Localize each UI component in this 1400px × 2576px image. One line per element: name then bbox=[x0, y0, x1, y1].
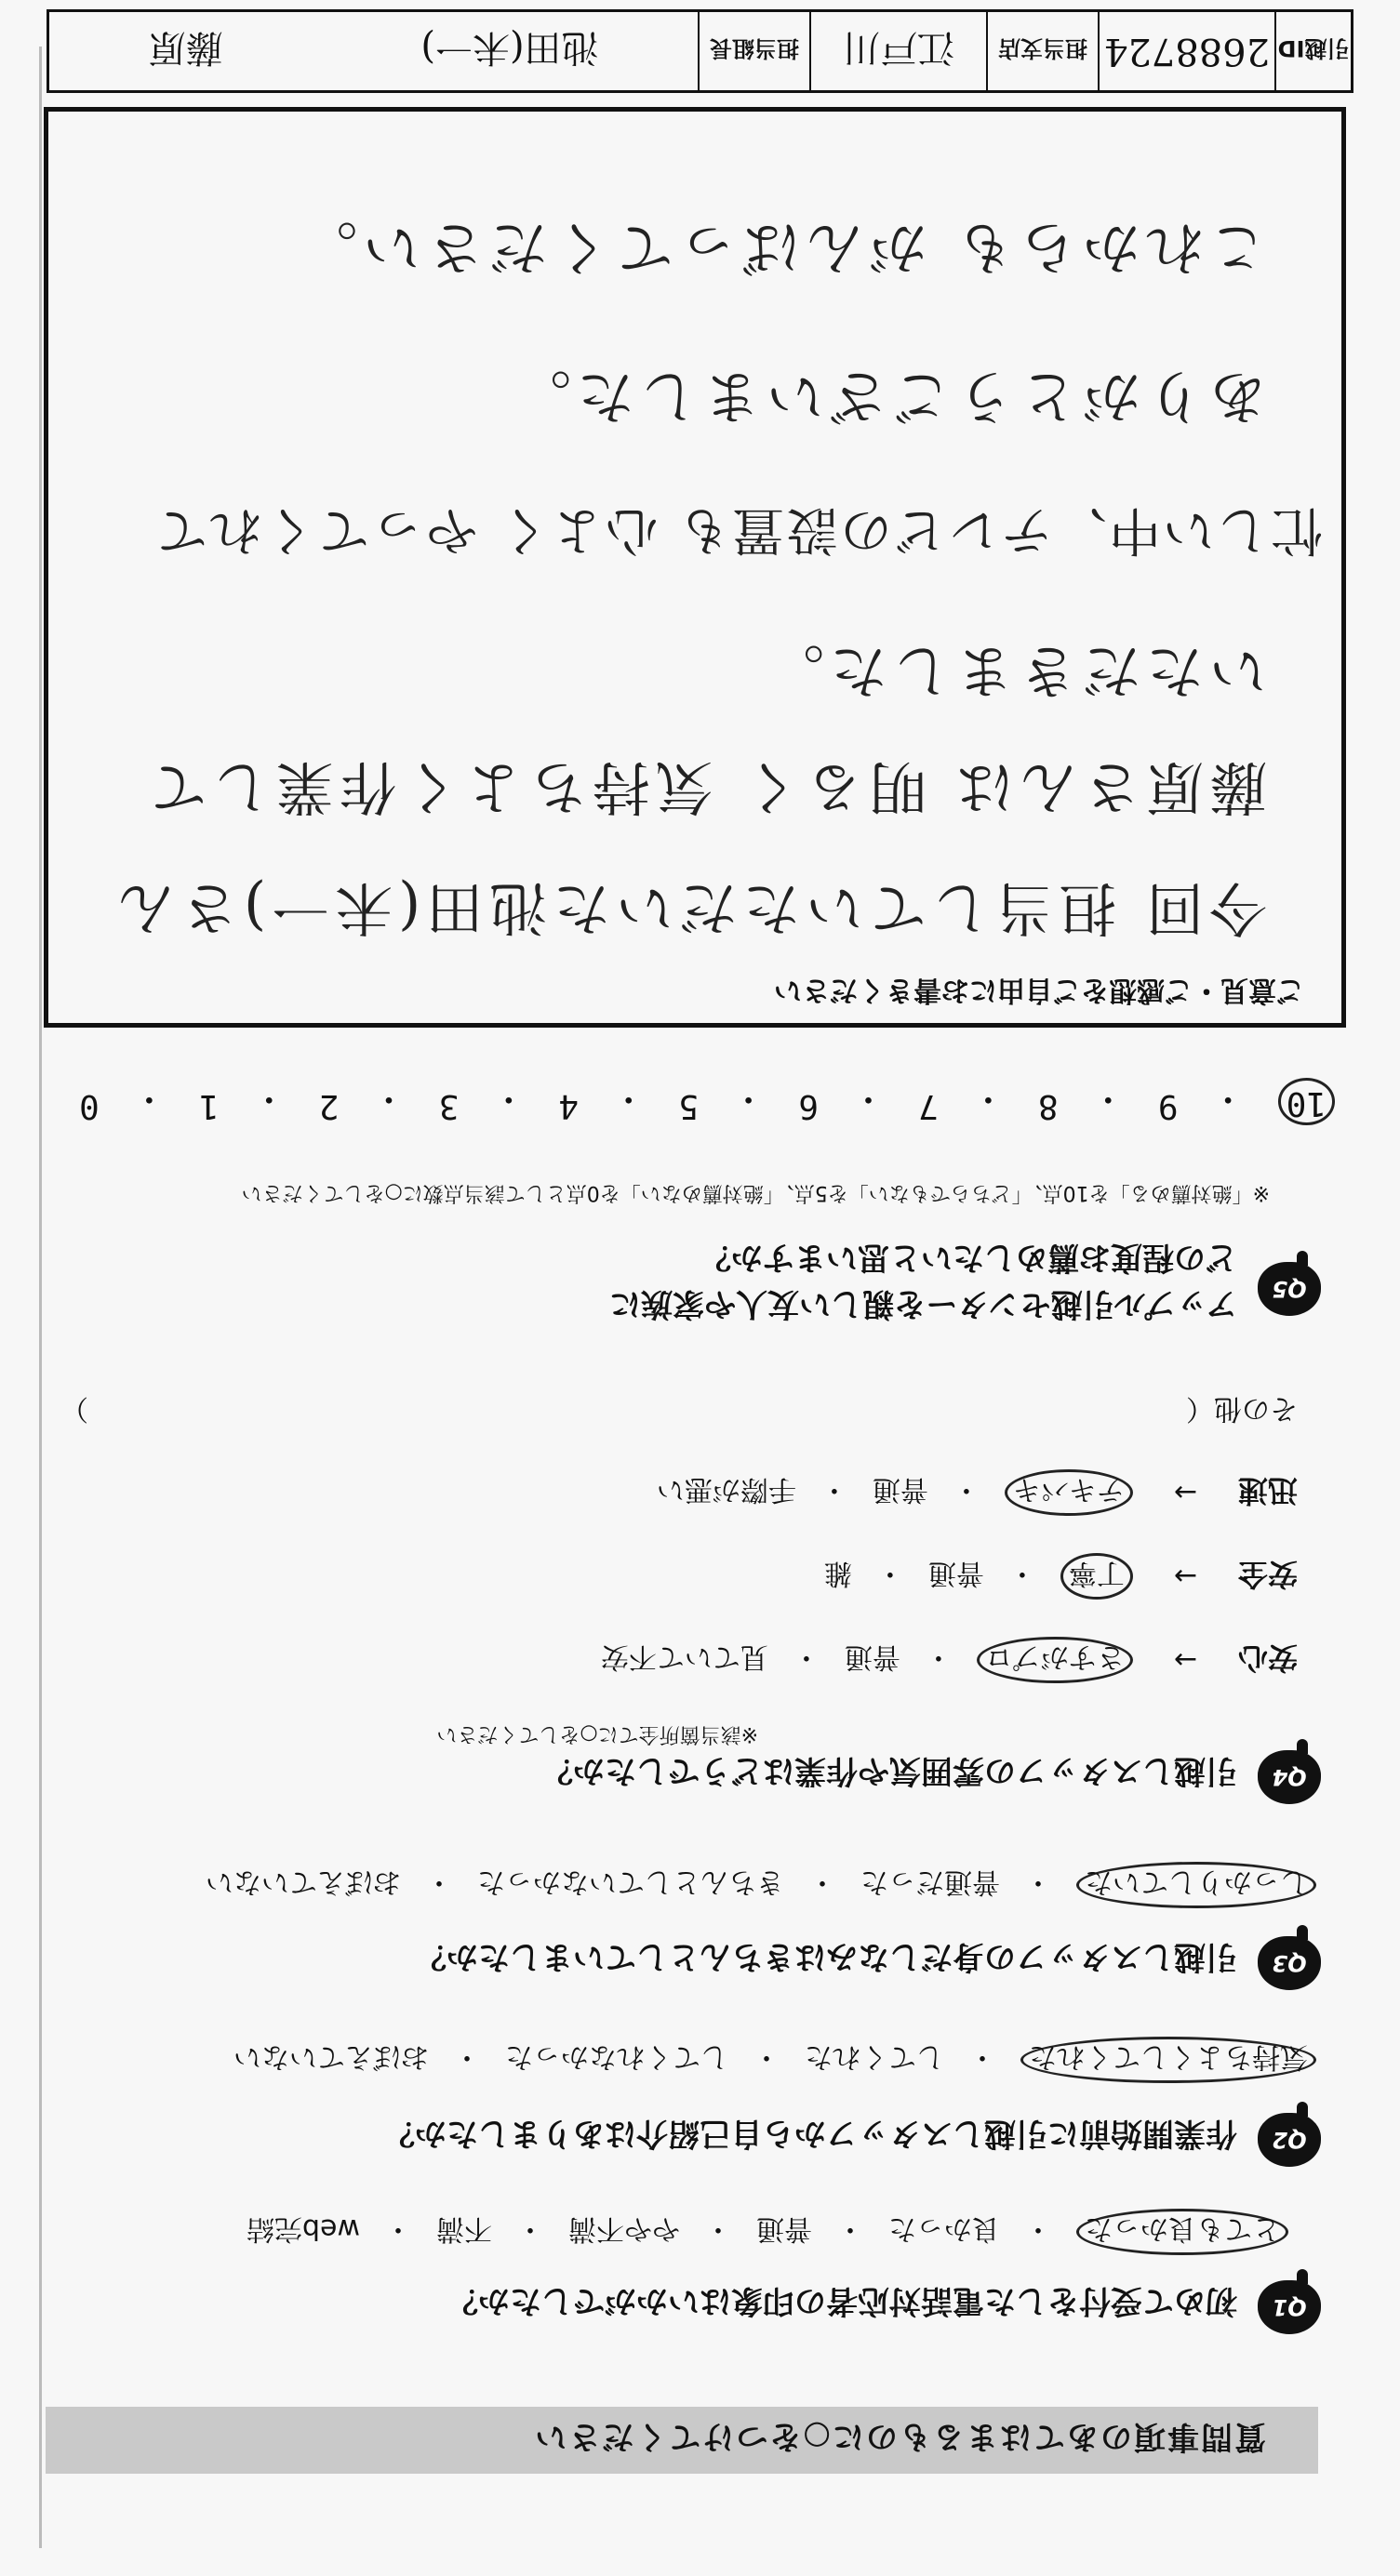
q2-option-1[interactable]: してくれた bbox=[805, 2040, 944, 2073]
comment-line-3: いただきました。 bbox=[760, 637, 1267, 705]
score-1[interactable]: 1 bbox=[198, 1087, 220, 1125]
score-5[interactable]: 5 bbox=[678, 1087, 700, 1125]
q1-question: 初めて受付をした電話対応者の印象はいかがでしたか？ bbox=[447, 2282, 1237, 2319]
q2-options: 気持ちよくしてくれた ・ してくれた ・ してくれなかった ・ おぼえていない bbox=[233, 2037, 1316, 2083]
id-value-cell: 2688724 bbox=[1100, 12, 1276, 90]
branch-label-cell: 担当支店 bbox=[988, 12, 1100, 90]
q3-question: 引越しスタッフの身だしなみはきちんとしていましたか？ bbox=[415, 1938, 1237, 1975]
score-8[interactable]: 8 bbox=[1037, 1087, 1059, 1125]
arrow-icon: → bbox=[1173, 1476, 1197, 1509]
comment-line-6: これからも がんばってください。 bbox=[294, 214, 1267, 282]
q1-option-5[interactable]: web完結 bbox=[246, 2212, 360, 2245]
q5-score-scale: 10 ・ 9 ・ 8 ・ 7 ・ 6 ・ 5 ・ 4 ・ 3 ・ 2 ・ 1 ・ 0 bbox=[79, 1078, 1335, 1125]
q3-option-0[interactable]: しっかりしていた bbox=[1076, 1862, 1316, 1908]
q4-other-row bbox=[60, 1391, 1298, 1432]
q3-option-3[interactable]: おぼえていない bbox=[206, 1866, 401, 1898]
scan-edge-rule bbox=[39, 46, 42, 2548]
q4-anzen-option-2[interactable]: 雑 bbox=[823, 1557, 852, 1589]
score-2[interactable]: 2 bbox=[318, 1087, 340, 1125]
comment-heading: ご意見・ご感想をご自由にお書きください bbox=[774, 974, 1304, 1006]
id-table bbox=[47, 9, 1353, 93]
q1-option-4[interactable]: 不満 bbox=[436, 2212, 492, 2245]
score-10[interactable]: 10 bbox=[1278, 1078, 1335, 1125]
arrow-icon: → bbox=[1173, 1643, 1197, 1677]
q4-other-close: ） bbox=[60, 1392, 88, 1425]
score-3[interactable]: 3 bbox=[438, 1087, 460, 1125]
q4-jinsoku-option-2[interactable]: 手際が悪い bbox=[656, 1473, 796, 1506]
q4-badge: Q4 bbox=[1258, 1750, 1321, 1804]
q4-anshin-option-0[interactable]: さすがプロ bbox=[977, 1637, 1133, 1683]
q2-option-2[interactable]: してくれなかった bbox=[505, 2040, 728, 2073]
q1-option-2[interactable]: 普通 bbox=[756, 2212, 812, 2245]
comment-box[interactable] bbox=[44, 107, 1346, 1028]
q4-question: 引越しスタッフの雰囲気や作業はどうでしたか？ bbox=[541, 1752, 1237, 1789]
score-7[interactable]: 7 bbox=[918, 1087, 939, 1125]
score-4[interactable]: 4 bbox=[558, 1087, 580, 1125]
q4-row-anshin: 安心 → さすがプロ ・ 普通 ・ 見ていて不安 bbox=[601, 1637, 1298, 1683]
q4-anzen-option-0[interactable]: 丁寧 bbox=[1060, 1553, 1133, 1600]
comment-line-4: 忙しい中、テレビの設置も 心よく やってくれて bbox=[153, 499, 1323, 560]
instruction-banner-text: 質問事項のあてはまるものに○をつけてください bbox=[533, 2418, 1266, 2456]
q5-question-line2: どの程度お薦めしたいと思いますか？ bbox=[700, 1239, 1237, 1276]
score-6[interactable]: 6 bbox=[798, 1087, 819, 1125]
q5-question-line1: アップル引越センターを親しい友人や家族に bbox=[609, 1285, 1237, 1322]
q4-other-label: その他（ bbox=[1186, 1392, 1298, 1425]
staff-label-cell: 担当組長 bbox=[700, 12, 811, 90]
score-9[interactable]: 9 bbox=[1157, 1087, 1179, 1125]
q1-option-3[interactable]: やや不満 bbox=[568, 2212, 680, 2245]
q3-badge: Q3 bbox=[1258, 1936, 1321, 1990]
q1-option-1[interactable]: 良かった bbox=[888, 2212, 1000, 2245]
q4-row-anshin-label: 安心 bbox=[1237, 1640, 1298, 1676]
staff-value-cell: 池田(未一) 藤原 bbox=[49, 12, 700, 90]
q2-option-0[interactable]: 気持ちよくしてくれた bbox=[1020, 2037, 1316, 2083]
q3-options: しっかりしていた ・ 普通だった ・ きちんとしていなかった ・ おぼえていない bbox=[206, 1862, 1316, 1908]
q4-note: ※該当箇所全てに○をしてください bbox=[436, 1722, 758, 1746]
q2-badge: Q2 bbox=[1258, 2113, 1321, 2167]
q1-options: とても良かった ・ 良かった ・ 普通 ・ やや不満 ・ 不満 ・ web完結 bbox=[247, 2209, 1288, 2255]
q4-anzen-option-1[interactable]: 普通 bbox=[927, 1557, 984, 1589]
comment-line-1: 今回 担当していただいた池田(未一)さん bbox=[111, 874, 1267, 942]
q5-note: ※「絶対薦める」を10点、「どちらでもない」を5点、「絶対薦めない」を0点として該当点数に○をしてください bbox=[241, 1181, 1270, 1204]
instruction-banner bbox=[46, 2407, 1318, 2474]
id-label-cell: 引越ID bbox=[1277, 35, 1350, 62]
q3-option-1[interactable]: 普通だった bbox=[860, 1866, 1000, 1898]
q4-jinsoku-option-1[interactable]: 普通 bbox=[872, 1473, 928, 1506]
q4-anshin-option-1[interactable]: 普通 bbox=[844, 1640, 900, 1673]
q2-option-3[interactable]: おぼえていない bbox=[233, 2040, 429, 2073]
comment-line-5: ありがとうございました。 bbox=[507, 363, 1267, 431]
q4-row-jinsoku-label: 迅速 bbox=[1237, 1473, 1298, 1508]
arrow-icon: → bbox=[1173, 1560, 1197, 1593]
branch-value-cell: 江戸川 bbox=[811, 12, 988, 90]
q4-row-anzen-label: 安全 bbox=[1237, 1557, 1298, 1592]
q2-question: 作業開始前に引越しスタッフから自己紹介はありましたか？ bbox=[383, 2115, 1237, 2152]
q5-badge: Q5 bbox=[1258, 1262, 1321, 1316]
q4-row-jinsoku: 迅速 → テキパキ ・ 普通 ・ 手際が悪い bbox=[657, 1469, 1298, 1516]
q1-badge: Q1 bbox=[1258, 2280, 1321, 2334]
q1-option-0[interactable]: とても良かった bbox=[1076, 2209, 1288, 2255]
comment-line-2: 藤原さんは 明るく 気持ちよく作業して bbox=[143, 753, 1267, 821]
q4-jinsoku-option-0[interactable]: テキパキ bbox=[1005, 1469, 1133, 1516]
score-0[interactable]: 0 bbox=[79, 1087, 100, 1125]
q4-row-anzen: 安全 → 丁寧 ・ 普通 ・ 雑 bbox=[824, 1553, 1298, 1600]
q4-anshin-option-2[interactable]: 見ていて不安 bbox=[600, 1640, 768, 1673]
q3-option-2[interactable]: きちんとしていなかった bbox=[477, 1866, 784, 1898]
